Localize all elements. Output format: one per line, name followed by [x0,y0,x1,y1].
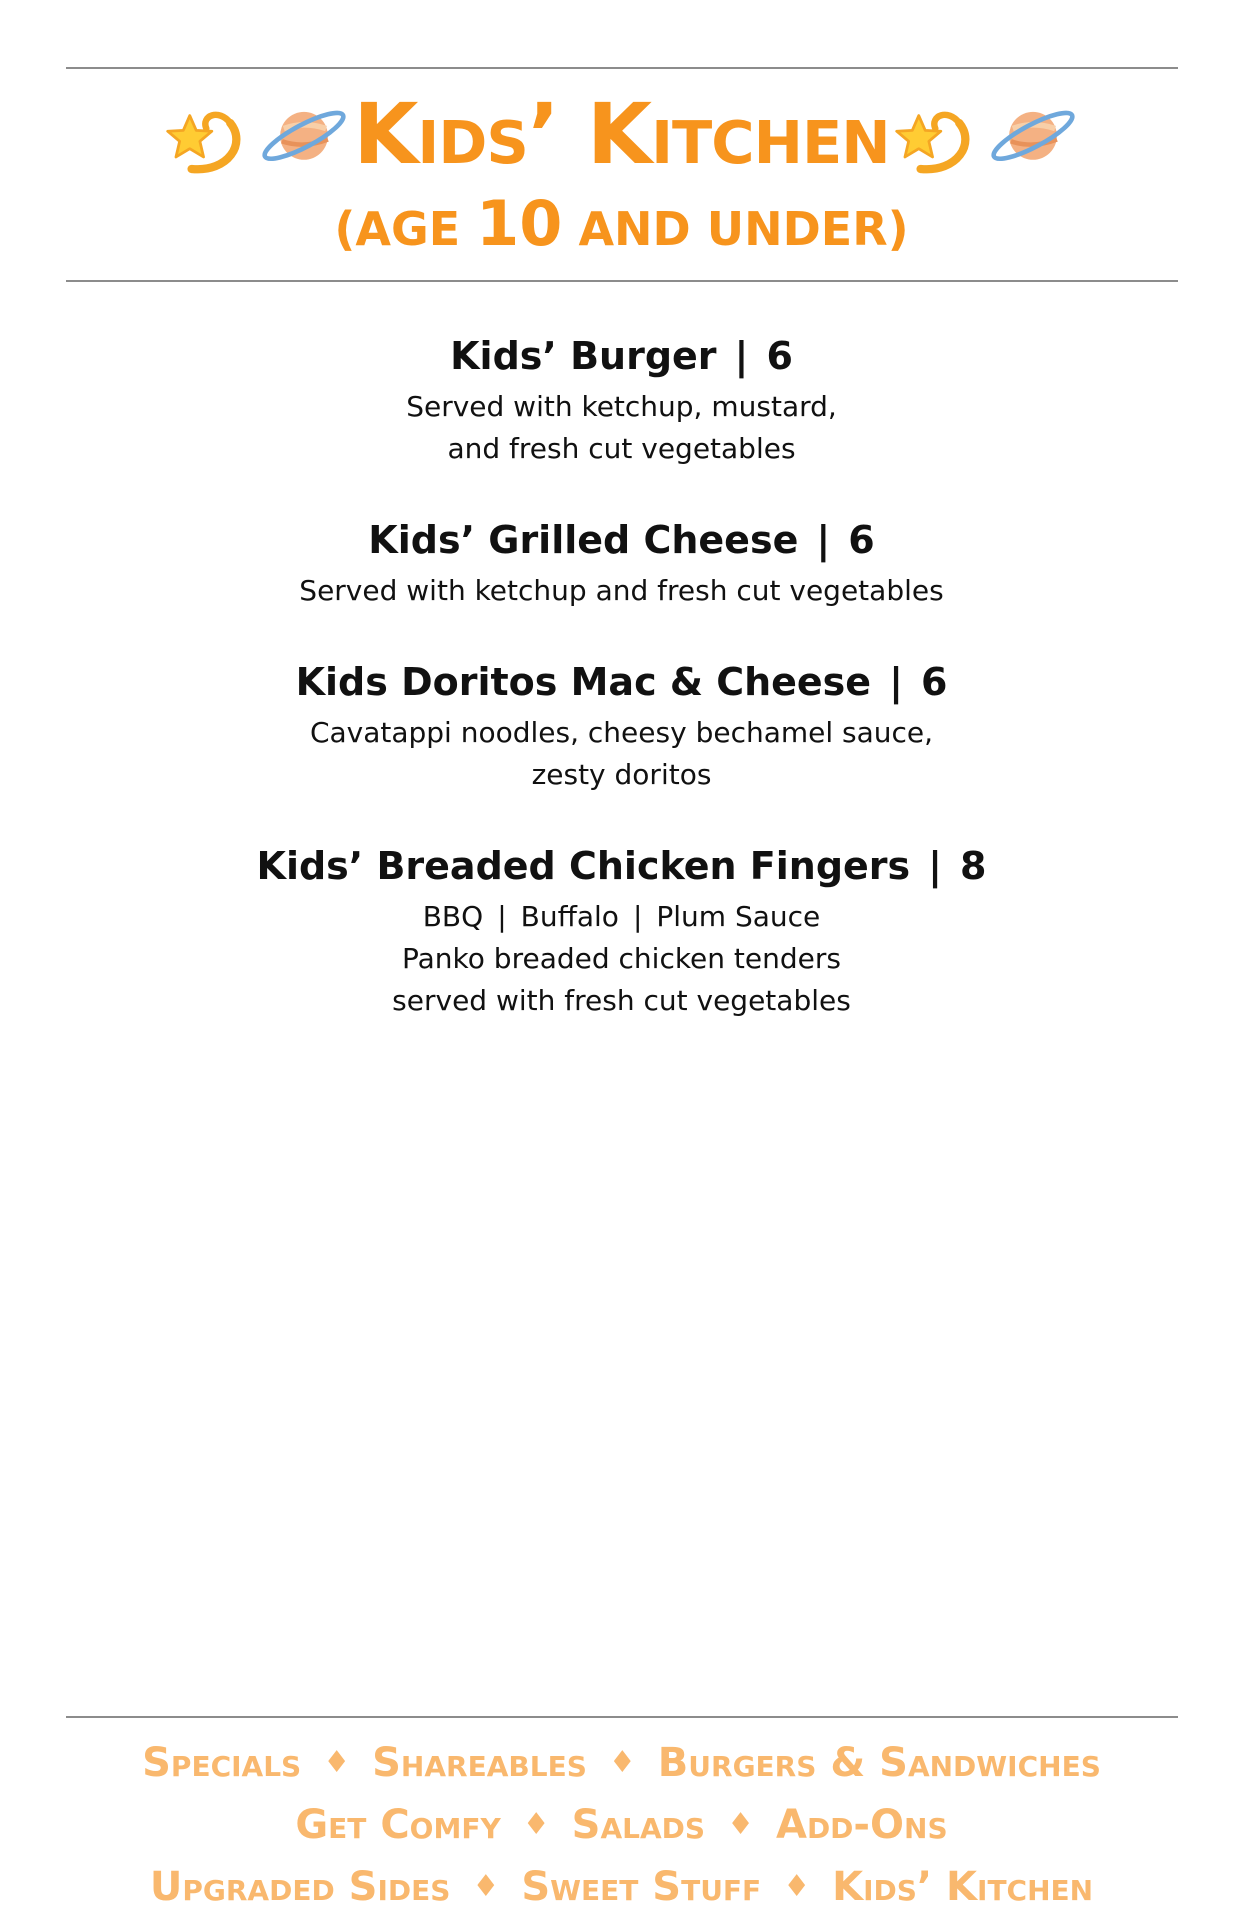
menu-item [0,510,1243,612]
top-rule [66,67,1178,69]
sauce-option: BBQ [422,900,484,933]
item-name: Kids’ Grilled Cheese [368,518,799,562]
item-price: 6 [766,334,793,378]
menu-item [0,836,1243,1022]
subtitle-age: 10 [476,187,563,260]
item-price: 6 [848,518,875,562]
nav-link-sweet-stuff[interactable]: Sweet Stuff [521,1864,762,1910]
sauce-options [0,896,1243,938]
menu-header [0,84,1243,263]
nav-link-add-ons[interactable]: Add-Ons [775,1802,948,1848]
dizzy-star-icon [164,88,256,180]
footer-top-rule [66,1716,1178,1718]
nav-link-shareables[interactable]: Shareables [372,1740,587,1786]
subtitle-close: AND UNDER) [562,202,909,256]
nav-link-upgraded-sides[interactable]: Upgraded Sides [149,1864,451,1910]
menu-items [0,326,1243,1062]
item-name: Kids’ Burger [450,334,717,378]
sauce-option: Buffalo [520,900,619,933]
item-name: Kids Doritos Mac & Cheese [295,660,872,704]
item-description: served with fresh cut vegetables [392,984,851,1017]
price-separator: | [816,518,831,562]
diamond-icon: ♦ [727,1807,754,1842]
item-description: Served with ketchup and fresh cut vegetables [299,574,944,607]
menu-item [0,652,1243,796]
option-separator: | [632,900,643,933]
diamond-icon: ♦ [783,1869,811,1904]
price-separator: | [889,660,903,704]
item-heading [0,326,1243,386]
option-separator: | [497,900,507,933]
item-name: Kids’ Breaded Chicken Fingers [256,844,911,888]
diamond-icon: ♦ [323,1745,351,1780]
nav-link-specials[interactable]: Specials [142,1740,302,1786]
item-price: 8 [960,844,987,888]
age-subtitle [0,187,1243,263]
dizzy-star-icon [893,88,985,180]
ringed-planet-icon [258,88,350,180]
nav-row [0,1794,1243,1856]
item-description: Panko breaded chicken tenders [402,942,841,975]
title-row [0,84,1243,184]
diamond-icon: ♦ [522,1807,550,1842]
diamond-icon: ♦ [472,1869,500,1904]
sauce-option: Plum Sauce [656,900,821,933]
menu-item [0,326,1243,470]
nav-link-kids-kitchen[interactable]: Kids’ Kitchen [832,1864,1094,1910]
price-separator: | [734,334,749,378]
item-heading [0,652,1243,712]
nav-link-get-comfy[interactable]: Get Comfy [295,1802,501,1848]
diamond-icon: ♦ [608,1745,636,1780]
ringed-planet-icon [987,88,1079,180]
price-separator: | [928,844,943,888]
item-description: zesty doritos [531,758,712,791]
section-nav [0,1732,1243,1918]
item-description: Served with ketchup, mustard, [406,390,837,423]
nav-row [0,1732,1243,1794]
item-heading [0,836,1243,896]
page-title: Kids’ Kitchen [353,85,890,183]
nav-link-burgers-sandwiches[interactable]: Burgers & Sandwiches [657,1740,1101,1786]
subtitle-open: (AGE [334,202,477,256]
nav-row [0,1856,1243,1918]
nav-link-salads[interactable]: Salads [571,1802,706,1848]
item-description: Cavatappi noodles, cheesy bechamel sauce, [309,716,934,749]
header-bottom-rule [66,280,1178,282]
item-heading [0,510,1243,570]
item-description: and fresh cut vegetables [447,432,796,465]
item-price: 6 [920,660,948,704]
